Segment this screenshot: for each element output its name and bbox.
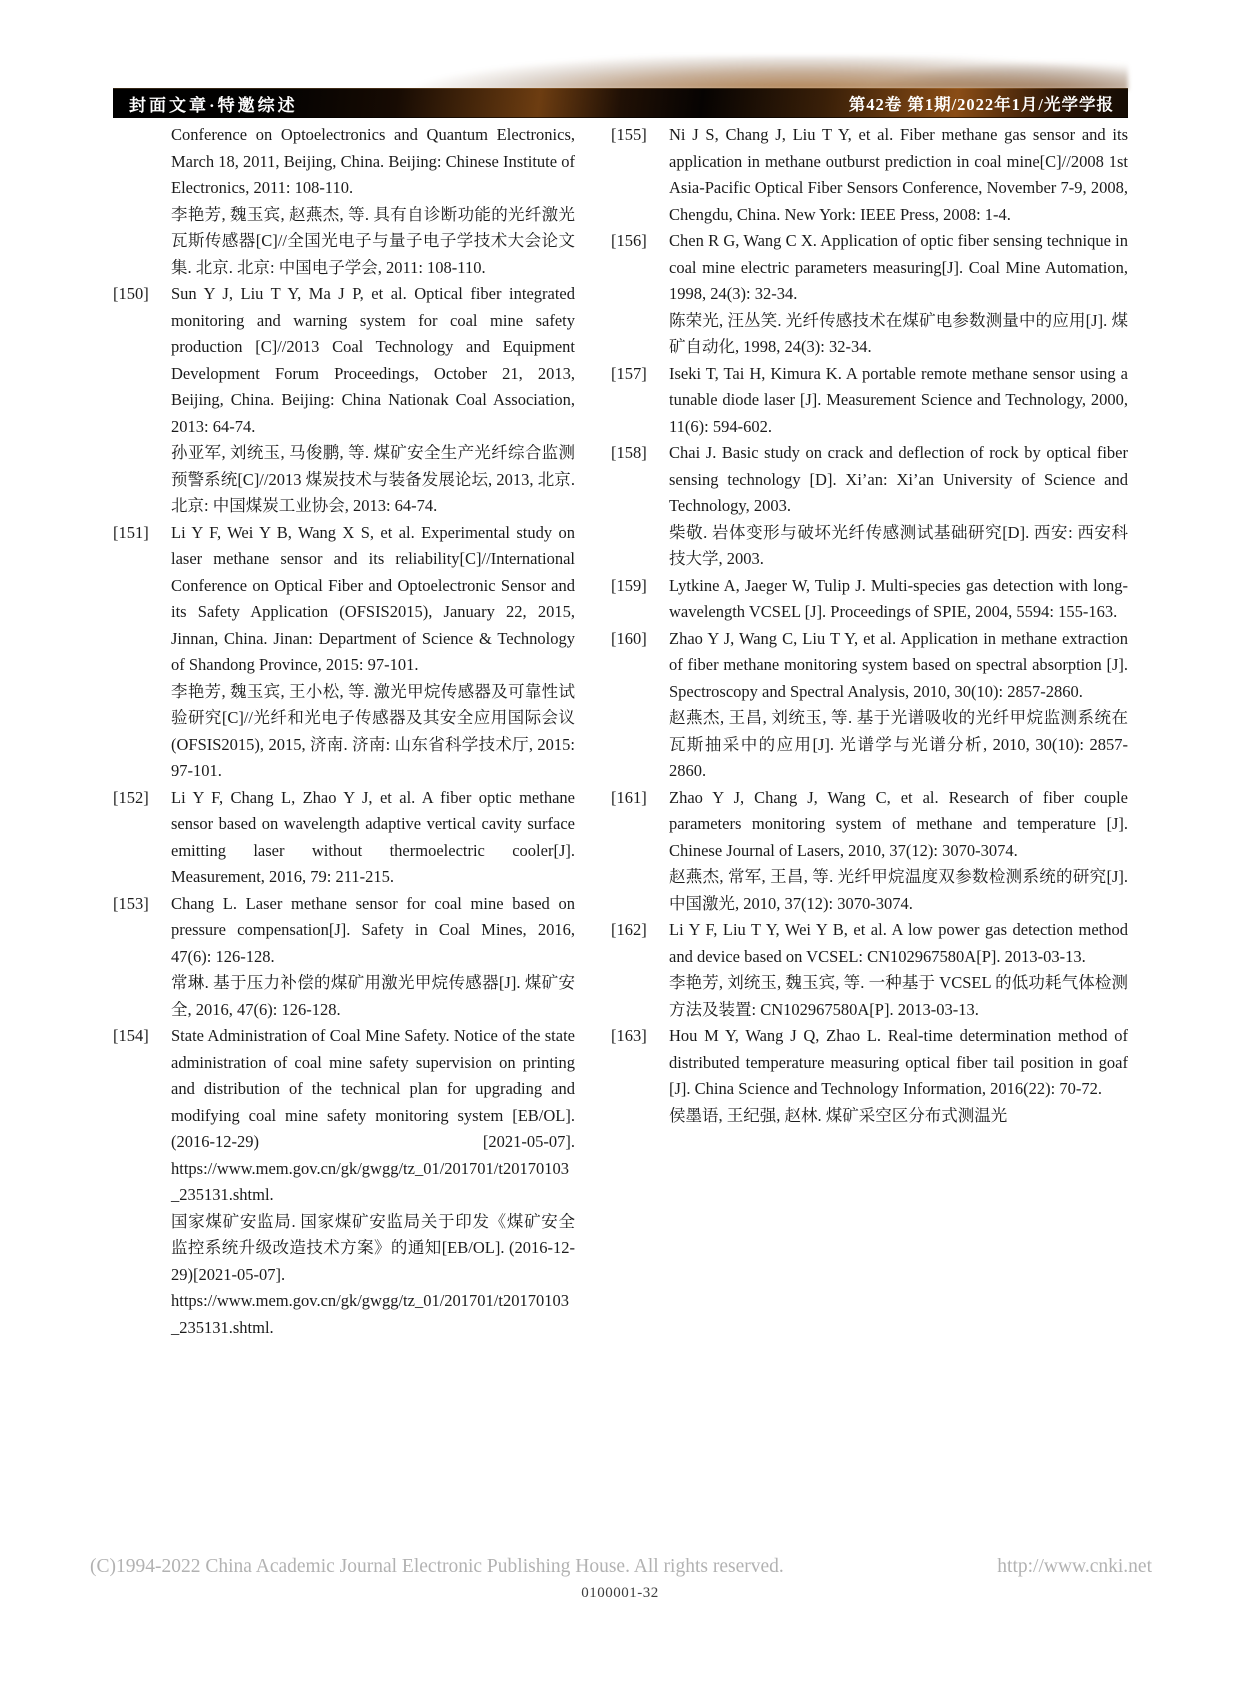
reference-text-zh: 赵燕杰, 王昌, 刘统玉, 等. 基于光谱吸收的光纤甲烷监测系统在瓦斯抽采中的应用[J]. 光谱学与光谱分析, 2010, 30(10): 2857-2860.	[669, 708, 1128, 780]
reference-body	[669, 440, 1128, 573]
reference-entry	[611, 361, 1128, 441]
reference-body	[669, 573, 1128, 626]
reference-entry	[113, 281, 575, 520]
references-left-column	[113, 122, 575, 1341]
reference-entry	[611, 626, 1128, 785]
reference-number: [151]	[113, 522, 149, 542]
reference-number: [159]	[611, 575, 647, 595]
reference-text-zh: 常琳. 基于压力补偿的煤矿用激光甲烷传感器[J]. 煤矿安全, 2016, 47(6): 126-128.	[171, 973, 575, 1019]
reference-entry	[113, 785, 575, 891]
reference-number: [161]	[611, 787, 647, 807]
reference-body	[669, 122, 1128, 228]
reference-body	[669, 361, 1128, 441]
reference-text-en: Chai J. Basic study on crack and deflection of rock by optical fiber sensing technology [D]. Xi’an: Xi’an University of Science and Technology, 2003.	[669, 443, 1128, 515]
reference-number: [150]	[113, 284, 149, 303]
reference-entry	[611, 440, 1128, 573]
reference-body	[669, 626, 1128, 785]
references-right-column	[611, 122, 1128, 1129]
reference-number: [163]	[611, 1026, 647, 1045]
page-header	[113, 88, 1128, 118]
reference-text-zh: 李艳芳, 刘统玉, 魏玉宾, 等. 一种基于 VCSEL 的低功耗气体检测方法及装置: CN102967580A[P]. 2013-03-13.	[669, 973, 1128, 1019]
page-number: 0100001-32	[581, 1585, 659, 1601]
reference-number: [156]	[611, 231, 647, 250]
reference-text-en: Li Y F, Chang L, Zhao Y J, et al. A fiber optic methane sensor based on wavelength adaptive vertical cavity surface emitting laser without thermoelectric cooler[J]. Measurement, 2016, 79: 211-215.	[171, 787, 575, 886]
reference-entry	[611, 917, 1128, 1023]
reference-body	[669, 785, 1128, 918]
reference-entry	[611, 122, 1128, 228]
references-section	[113, 122, 1128, 1341]
reference-entry	[113, 520, 575, 785]
reference-text-en: Li Y F, Liu T Y, Wei Y B, et al. A low power gas detection method and device based on VCSEL: CN102967580A[P]. 2013-03-13.	[669, 920, 1128, 966]
reference-number: [152]	[113, 787, 149, 807]
footer-copyright: (C)1994-2022 China Academic Journal Electronic Publishing House. All rights reserved.	[90, 1556, 784, 1577]
reference-number: [153]	[113, 893, 149, 913]
reference-text-en: Hou M Y, Wang J Q, Zhao L. Real-time determination method of distributed temperature measuring optical fiber tail position in goaf [J]. China Science and Technology Information, 2016(22): 70-72.	[669, 1026, 1128, 1098]
footer-copyright-row	[90, 1556, 1152, 1578]
reference-text-zh: 柴敬. 岩体变形与破坏光纤传感测试基础研究[D]. 西安: 西安科技大学, 2003.	[669, 522, 1128, 568]
reference-body	[171, 281, 575, 520]
reference-text-zh: 陈荣光, 汪丛笑. 光纤传感技术在煤矿电参数测量中的应用[J]. 煤矿自动化, 1998, 24(3): 32-34.	[669, 310, 1128, 356]
reference-body	[171, 785, 575, 891]
reference-text-en: Chang L. Laser methane sensor for coal mine based on pressure compensation[J]. Safety in Coal Mines, 2016, 47(6): 126-128.	[171, 893, 575, 966]
page-header-bar	[113, 88, 1128, 118]
reference-number: [158]	[611, 443, 647, 462]
reference-text-en: Chen R G, Wang C X. Application of optic fiber sensing technique in coal mine electric parameters measuring[J]. Coal Mine Automation, 1998, 24(3): 32-34.	[669, 231, 1128, 303]
reference-text-en: Lytkine A, Jaeger W, Tulip J. Multi-species gas detection with long-wavelength VCSEL [J]. Proceedings of SPIE, 2004, 5594: 155-163.	[669, 575, 1128, 621]
reference-text-zh: 赵燕杰, 常军, 王昌, 等. 光纤甲烷温度双参数检测系统的研究[J]. 中国激光, 2010, 37(12): 3070-3074.	[669, 867, 1128, 913]
footer-url: http://www.cnki.net	[997, 1556, 1152, 1577]
reference-number: [154]	[113, 1026, 149, 1045]
reference-text-en: Ni J S, Chang J, Liu T Y, et al. Fiber methane gas sensor and its application in methane outburst prediction in coal mine[C]//2008 1st Asia-Pacific Optical Fiber Sensors Conference, November 7-9, 2008, Chengdu, China. New York: IEEE Press, 2008: 1-4.	[669, 125, 1128, 224]
reference-text-en: Zhao Y J, Chang J, Wang C, et al. Research of fiber couple parameters monitoring system of methane and temperature [J]. Chinese Journal of Lasers, 2010, 37(12): 3070-3074.	[669, 787, 1128, 860]
decorative-swoosh	[348, 56, 1128, 90]
reference-text-en: Sun Y J, Liu T Y, Ma J P, et al. Optical fiber integrated monitoring and warning system for coal mine safety production [C]//2013 Coal Technology and Equipment Development Forum Proceedings, October 21, 2013, Beijing, China. Beijing: China Nationak Coal Association, 2013: 64-74.	[171, 284, 575, 436]
reference-body	[669, 917, 1128, 1023]
reference-entry	[611, 785, 1128, 918]
reference-entry	[113, 891, 575, 1024]
reference-number: [157]	[611, 363, 647, 383]
reference-text-zh: 侯墨语, 王纪强, 赵林. 煤矿采空区分布式测温光	[669, 1105, 1008, 1125]
reference-text-zh: 李艳芳, 魏玉宾, 赵燕杰, 等. 具有自诊断功能的光纤激光瓦斯传感器[C]//全国光电子与量子电子学技术大会论文集. 北京. 北京: 中国电子学会, 2011: 108-110.	[171, 204, 575, 277]
journal-issue-label: 第42卷 第1期/2022年1月/光学学报	[848, 95, 1114, 114]
reference-entry	[611, 1023, 1128, 1129]
reference-text-en: Zhao Y J, Wang C, Liu T Y, et al. Application in methane extraction of fiber methane monitoring system based on spectral absorption [J]. Spectroscopy and Spectral Analysis, 2010, 30(10): 2857-2860.	[669, 628, 1128, 701]
reference-body	[669, 1023, 1128, 1129]
reference-text-en: State Administration of Coal Mine Safety. Notice of the state administration of coal mine safety supervision on printing and distribution of the technical plan for upgrading and modifying coal mine safety monitoring system [EB/OL]. (2016-12-29) [2021-05-07]. https://www.mem.gov.cn/gk/gwgg/tz_01/201701/t20170103_235131.shtml.	[171, 1026, 575, 1204]
reference-body	[171, 122, 575, 281]
reference-body	[171, 1023, 575, 1341]
reference-body	[669, 228, 1128, 361]
reference-text-en: Li Y F, Wei Y B, Wang X S, et al. Experimental study on laser methane sensor and its reliability[C]//International Conference on Optical Fiber and Optoelectronic Sensor and its Safety Application (OFSIS2015), January 22, 2015, Jinnan, China. Jinan: Department of Science & Technology of Shandong Province, 2015: 97-101.	[171, 522, 575, 674]
reference-entry	[611, 573, 1128, 626]
reference-number: [162]	[611, 920, 647, 939]
reference-entry	[113, 122, 575, 281]
reference-body	[171, 520, 575, 785]
reference-text-en: Iseki T, Tai H, Kimura K. A portable remote methane sensor using a tunable diode laser [J]. Measurement Science and Technology, 2000, 11(6): 594-602.	[669, 363, 1128, 436]
reference-text-zh: 孙亚军, 刘统玉, 马俊鹏, 等. 煤矿安全生产光纤综合监测预警系统[C]//2013 煤炭技术与装备发展论坛, 2013, 北京. 北京: 中国煤炭工业协会, 2013: 64-74.	[171, 443, 575, 515]
section-label: 封面文章·特邀综述	[129, 95, 298, 115]
reference-text-zh: 李艳芳, 魏玉宾, 王小松, 等. 激光甲烷传感器及可靠性试验研究[C]//光纤和光电子传感器及其安全应用国际会议(OFSIS2015), 2015, 济南. 济南: 山东省科学技术厅, 2015: 97-101.	[171, 681, 575, 780]
reference-entry	[113, 1023, 575, 1341]
reference-number: [160]	[611, 628, 647, 648]
reference-number: [155]	[611, 125, 647, 144]
reference-body	[171, 891, 575, 1024]
reference-text-en: Conference on Optoelectronics and Quantum Electronics, March 18, 2011, Beijing, China. Beijing: Chinese Institute of Electronics, 2011: 108-110.	[171, 125, 575, 197]
reference-text-zh: 国家煤矿安监局. 国家煤矿安监局关于印发《煤矿安全监控系统升级改造技术方案》的通知[EB/OL]. (2016-12-29)[2021-05-07]. https://www.mem.gov.cn/gk/gwgg/tz_01/201701/t20170103_235131.shtml.	[171, 1211, 575, 1337]
reference-entry	[611, 228, 1128, 361]
